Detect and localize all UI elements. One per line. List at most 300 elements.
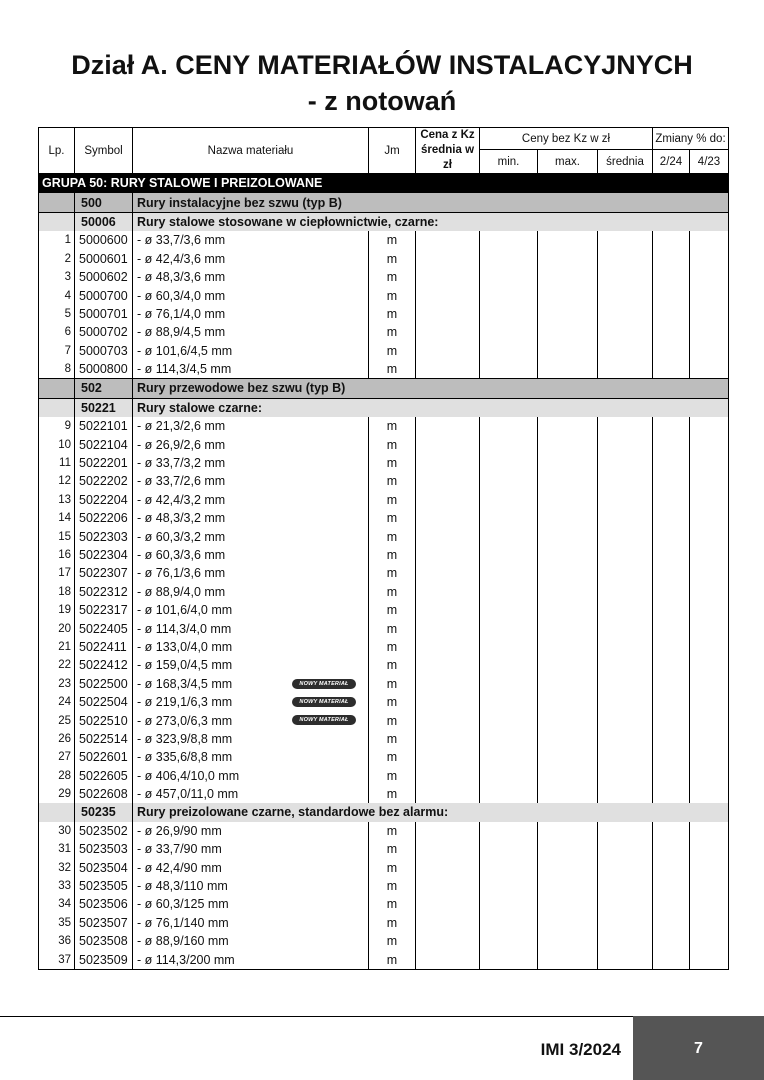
row-zmiana-1 (653, 932, 690, 950)
new-material-badge: NOWY MATERIAŁ (292, 679, 356, 689)
row-zmiana-2 (690, 601, 729, 619)
category-lp (39, 803, 75, 821)
row-max (538, 601, 598, 619)
row-srednia (598, 546, 653, 564)
footer-issue-label: IMI 3/2024 (540, 1040, 621, 1059)
row-max (538, 360, 598, 379)
row-name-text: - ø 33,7/2,6 mm (137, 474, 226, 489)
table-row (39, 491, 729, 509)
row-srednia (598, 693, 653, 711)
row-min (480, 656, 538, 674)
row-name (133, 877, 369, 895)
row-name-text: - ø 406,4/10,0 mm (137, 768, 240, 783)
row-max (538, 711, 598, 729)
row-jm: m (369, 342, 416, 360)
category-row (39, 803, 729, 821)
row-symbol: 5022504 (75, 693, 133, 711)
row-lp: 4 (39, 286, 75, 304)
table-body (39, 174, 729, 970)
row-srednia (598, 932, 653, 950)
row-jm: m (369, 454, 416, 472)
row-cena-kz (416, 250, 480, 268)
row-zmiana-2 (690, 435, 729, 453)
row-name-text: - ø 457,0/11,0 mm (137, 787, 239, 802)
row-lp: 27 (39, 748, 75, 766)
row-name (133, 914, 369, 932)
row-zmiana-1 (653, 693, 690, 711)
row-symbol: 5022605 (75, 767, 133, 785)
row-srednia (598, 527, 653, 545)
row-zmiana-2 (690, 914, 729, 932)
row-srednia (598, 435, 653, 453)
category-name: Rury stalowe stosowane w ciepłownictwie, czarne: (133, 212, 729, 231)
row-cena-kz (416, 895, 480, 913)
row-zmiana-2 (690, 748, 729, 766)
row-lp: 21 (39, 638, 75, 656)
table-row (39, 601, 729, 619)
row-min (480, 286, 538, 304)
header-jm: Jm (369, 128, 416, 174)
row-min (480, 342, 538, 360)
row-max (538, 231, 598, 249)
row-name-text: - ø 101,6/4,0 mm (137, 603, 233, 618)
row-zmiana-2 (690, 656, 729, 674)
row-min (480, 564, 538, 582)
row-name (133, 491, 369, 509)
row-name-text: - ø 101,6/4,5 mm (137, 343, 233, 358)
row-max (538, 932, 598, 950)
row-srednia (598, 268, 653, 286)
row-name (133, 546, 369, 564)
row-srednia (598, 491, 653, 509)
row-zmiana-1 (653, 877, 690, 895)
row-jm: m (369, 711, 416, 729)
row-lp: 10 (39, 435, 75, 453)
row-min (480, 268, 538, 286)
row-zmiana-2 (690, 527, 729, 545)
row-jm: m (369, 564, 416, 582)
row-zmiana-2 (690, 417, 729, 435)
row-jm: m (369, 417, 416, 435)
row-name-text: - ø 133,0/4,0 mm (137, 639, 233, 654)
row-zmiana-2 (690, 619, 729, 637)
row-zmiana-1 (653, 730, 690, 748)
category-lp (39, 212, 75, 231)
row-min (480, 785, 538, 803)
row-symbol: 5000701 (75, 305, 133, 323)
row-zmiana-1 (653, 583, 690, 601)
row-cena-kz (416, 454, 480, 472)
row-cena-kz (416, 417, 480, 435)
row-zmiana-1 (653, 858, 690, 876)
row-lp: 5 (39, 305, 75, 323)
row-max (538, 454, 598, 472)
row-name-text: - ø 60,3/4,0 mm (137, 288, 226, 303)
row-srednia (598, 711, 653, 729)
row-max (538, 417, 598, 435)
row-symbol: 5023502 (75, 822, 133, 840)
row-jm: m (369, 619, 416, 637)
row-symbol: 5000703 (75, 342, 133, 360)
row-name (133, 638, 369, 656)
row-name (133, 822, 369, 840)
row-cena-kz (416, 286, 480, 304)
row-symbol: 5022405 (75, 619, 133, 637)
row-min (480, 950, 538, 969)
row-zmiana-1 (653, 250, 690, 268)
row-jm: m (369, 231, 416, 249)
row-jm: m (369, 914, 416, 932)
row-jm: m (369, 323, 416, 341)
row-symbol: 5000700 (75, 286, 133, 304)
row-name (133, 656, 369, 674)
header-min: min. (480, 150, 538, 174)
row-lp: 28 (39, 767, 75, 785)
price-table (38, 127, 729, 970)
row-min (480, 601, 538, 619)
row-symbol: 5022317 (75, 601, 133, 619)
row-name-text: - ø 60,3/3,6 mm (137, 548, 226, 562)
row-srednia (598, 950, 653, 969)
table-row (39, 711, 729, 729)
row-zmiana-1 (653, 638, 690, 656)
row-srednia (598, 601, 653, 619)
row-zmiana-1 (653, 748, 690, 766)
row-srednia (598, 472, 653, 490)
row-min (480, 417, 538, 435)
row-srednia (598, 250, 653, 268)
header-symbol: Symbol (75, 128, 133, 174)
row-max (538, 730, 598, 748)
row-zmiana-2 (690, 546, 729, 564)
row-srednia (598, 417, 653, 435)
row-symbol: 5000800 (75, 360, 133, 379)
row-name-text: - ø 42,4/3,6 mm (137, 251, 226, 266)
row-symbol: 5023508 (75, 932, 133, 950)
row-name (133, 527, 369, 545)
row-max (538, 950, 598, 969)
row-lp: 30 (39, 822, 75, 840)
row-cena-kz (416, 509, 480, 527)
header-zmiany: Zmiany % do: (653, 128, 729, 150)
row-zmiana-2 (690, 305, 729, 323)
row-lp: 25 (39, 711, 75, 729)
table-row (39, 785, 729, 803)
row-max (538, 583, 598, 601)
row-srednia (598, 583, 653, 601)
row-lp: 14 (39, 509, 75, 527)
row-min (480, 472, 538, 490)
row-srednia (598, 656, 653, 674)
row-jm: m (369, 546, 416, 564)
row-symbol: 5022303 (75, 527, 133, 545)
row-zmiana-2 (690, 323, 729, 341)
row-name (133, 360, 369, 379)
row-name-text: - ø 60,3/3,2 mm (137, 529, 226, 544)
row-cena-kz (416, 711, 480, 729)
row-min (480, 730, 538, 748)
row-srednia (598, 342, 653, 360)
row-name (133, 730, 369, 748)
row-srednia (598, 895, 653, 913)
row-name-text: - ø 219,1/6,3 mm (137, 695, 233, 710)
row-max (538, 840, 598, 858)
row-min (480, 491, 538, 509)
table-row (39, 454, 729, 472)
row-cena-kz (416, 546, 480, 564)
row-name (133, 323, 369, 341)
table-row (39, 435, 729, 453)
row-srednia (598, 730, 653, 748)
row-zmiana-1 (653, 546, 690, 564)
new-material-badge: NOWY MATERIAŁ (292, 697, 356, 707)
table-row (39, 840, 729, 858)
row-symbol: 5023503 (75, 840, 133, 858)
row-max (538, 342, 598, 360)
row-name-text: - ø 273,0/6,3 mm (137, 713, 233, 728)
row-min (480, 231, 538, 249)
row-cena-kz (416, 268, 480, 286)
row-lp: 15 (39, 527, 75, 545)
row-name-text: - ø 88,9/4,5 mm (137, 325, 226, 340)
row-name-text: - ø 60,3/125 mm (137, 897, 229, 912)
row-zmiana-2 (690, 730, 729, 748)
row-min (480, 767, 538, 785)
row-jm: m (369, 286, 416, 304)
table-row (39, 360, 729, 379)
row-name (133, 583, 369, 601)
row-zmiana-1 (653, 950, 690, 969)
row-zmiana-2 (690, 767, 729, 785)
row-zmiana-2 (690, 638, 729, 656)
row-cena-kz (416, 601, 480, 619)
row-max (538, 785, 598, 803)
row-name-text: - ø 335,6/8,8 mm (137, 750, 233, 765)
row-min (480, 250, 538, 268)
table-row (39, 767, 729, 785)
row-srednia (598, 286, 653, 304)
row-lp: 18 (39, 583, 75, 601)
row-jm: m (369, 509, 416, 527)
row-zmiana-2 (690, 509, 729, 527)
row-min (480, 546, 538, 564)
row-zmiana-2 (690, 342, 729, 360)
row-zmiana-2 (690, 231, 729, 249)
row-lp: 9 (39, 417, 75, 435)
row-symbol: 5022204 (75, 491, 133, 509)
row-srednia (598, 675, 653, 693)
table-row (39, 619, 729, 637)
table-row (39, 656, 729, 674)
table-row (39, 858, 729, 876)
table-row (39, 546, 729, 564)
row-symbol: 5022412 (75, 656, 133, 674)
category-row (39, 398, 729, 417)
table-row (39, 564, 729, 582)
row-cena-kz (416, 323, 480, 341)
row-zmiana-2 (690, 360, 729, 379)
row-zmiana-1 (653, 711, 690, 729)
row-jm: m (369, 472, 416, 490)
row-cena-kz (416, 914, 480, 932)
table-row (39, 527, 729, 545)
row-zmiana-2 (690, 950, 729, 969)
row-cena-kz (416, 675, 480, 693)
row-jm: m (369, 360, 416, 379)
row-cena-kz (416, 858, 480, 876)
row-cena-kz (416, 840, 480, 858)
row-zmiana-1 (653, 417, 690, 435)
row-min (480, 822, 538, 840)
category-symbol: 50006 (75, 212, 133, 231)
row-jm: m (369, 950, 416, 969)
table-row (39, 583, 729, 601)
row-lp: 11 (39, 454, 75, 472)
row-jm: m (369, 268, 416, 286)
header-cena-kz: Cena z Kz średnia w zł (416, 128, 480, 174)
row-name (133, 342, 369, 360)
row-name-text: - ø 159,0/4,5 mm (137, 658, 233, 673)
row-zmiana-2 (690, 250, 729, 268)
row-name-text: - ø 48,3/3,6 mm (137, 270, 226, 285)
table-row (39, 268, 729, 286)
row-symbol: 5022608 (75, 785, 133, 803)
row-symbol: 5023506 (75, 895, 133, 913)
row-name (133, 509, 369, 527)
table-row (39, 675, 729, 693)
row-jm: m (369, 435, 416, 453)
row-name (133, 250, 369, 268)
row-max (538, 638, 598, 656)
row-max (538, 546, 598, 564)
row-symbol: 5023504 (75, 858, 133, 876)
table-row (39, 730, 729, 748)
row-name (133, 675, 369, 693)
row-min (480, 509, 538, 527)
row-symbol: 5022601 (75, 748, 133, 766)
category-lp (39, 379, 75, 398)
row-cena-kz (416, 491, 480, 509)
row-min (480, 583, 538, 601)
table-row (39, 231, 729, 249)
row-jm: m (369, 601, 416, 619)
table-row (39, 877, 729, 895)
row-lp: 3 (39, 268, 75, 286)
row-lp: 17 (39, 564, 75, 582)
row-name-text: - ø 168,3/4,5 mm (137, 676, 233, 691)
row-name-text: - ø 33,7/90 mm (137, 842, 222, 857)
row-name (133, 711, 369, 729)
row-zmiana-2 (690, 877, 729, 895)
row-zmiana-1 (653, 840, 690, 858)
row-jm: m (369, 693, 416, 711)
row-name (133, 564, 369, 582)
row-lp: 6 (39, 323, 75, 341)
row-name (133, 619, 369, 637)
row-zmiana-1 (653, 619, 690, 637)
row-symbol: 5023505 (75, 877, 133, 895)
row-zmiana-1 (653, 305, 690, 323)
row-zmiana-1 (653, 454, 690, 472)
row-lp: 20 (39, 619, 75, 637)
table-row (39, 748, 729, 766)
row-max (538, 858, 598, 876)
row-zmiana-2 (690, 932, 729, 950)
subgroup-row (39, 379, 729, 398)
table-row (39, 417, 729, 435)
row-srednia (598, 822, 653, 840)
row-lp: 31 (39, 840, 75, 858)
new-material-badge: NOWY MATERIAŁ (292, 715, 356, 725)
row-cena-kz (416, 638, 480, 656)
row-name (133, 858, 369, 876)
row-zmiana-2 (690, 583, 729, 601)
row-cena-kz (416, 767, 480, 785)
row-symbol: 5000602 (75, 268, 133, 286)
row-max (538, 491, 598, 509)
row-srednia (598, 323, 653, 341)
table-row (39, 914, 729, 932)
row-cena-kz (416, 564, 480, 582)
category-name: Rury przewodowe bez szwu (typ B) (133, 379, 729, 398)
header-max: max. (538, 150, 598, 174)
row-zmiana-2 (690, 785, 729, 803)
row-lp: 22 (39, 656, 75, 674)
row-srednia (598, 231, 653, 249)
row-cena-kz (416, 950, 480, 969)
row-max (538, 748, 598, 766)
row-zmiana-1 (653, 231, 690, 249)
row-zmiana-2 (690, 840, 729, 858)
row-zmiana-2 (690, 675, 729, 693)
row-srednia (598, 360, 653, 379)
row-name (133, 785, 369, 803)
category-symbol: 50235 (75, 803, 133, 821)
header-lp: Lp. (39, 128, 75, 174)
row-zmiana-1 (653, 675, 690, 693)
row-symbol: 5022307 (75, 564, 133, 582)
row-min (480, 858, 538, 876)
row-min (480, 877, 538, 895)
row-name-text: - ø 48,3/3,2 mm (137, 511, 226, 526)
row-lp: 12 (39, 472, 75, 490)
category-name: Rury instalacyjne bez szwu (typ B) (133, 193, 729, 212)
row-max (538, 564, 598, 582)
row-min (480, 619, 538, 637)
row-cena-kz (416, 583, 480, 601)
row-zmiana-1 (653, 323, 690, 341)
row-lp: 32 (39, 858, 75, 876)
row-jm: m (369, 675, 416, 693)
row-zmiana-1 (653, 895, 690, 913)
row-jm: m (369, 491, 416, 509)
row-srednia (598, 785, 653, 803)
row-max (538, 323, 598, 341)
row-jm: m (369, 656, 416, 674)
row-min (480, 932, 538, 950)
row-zmiana-1 (653, 268, 690, 286)
page-subtitle: - z notowań (307, 86, 457, 116)
table-row (39, 822, 729, 840)
row-srednia (598, 509, 653, 527)
row-lp: 16 (39, 546, 75, 564)
row-srednia (598, 564, 653, 582)
header-zmiana-1: 2/24 (653, 150, 690, 174)
row-zmiana-1 (653, 785, 690, 803)
row-symbol: 5022101 (75, 417, 133, 435)
row-zmiana-1 (653, 286, 690, 304)
row-min (480, 305, 538, 323)
